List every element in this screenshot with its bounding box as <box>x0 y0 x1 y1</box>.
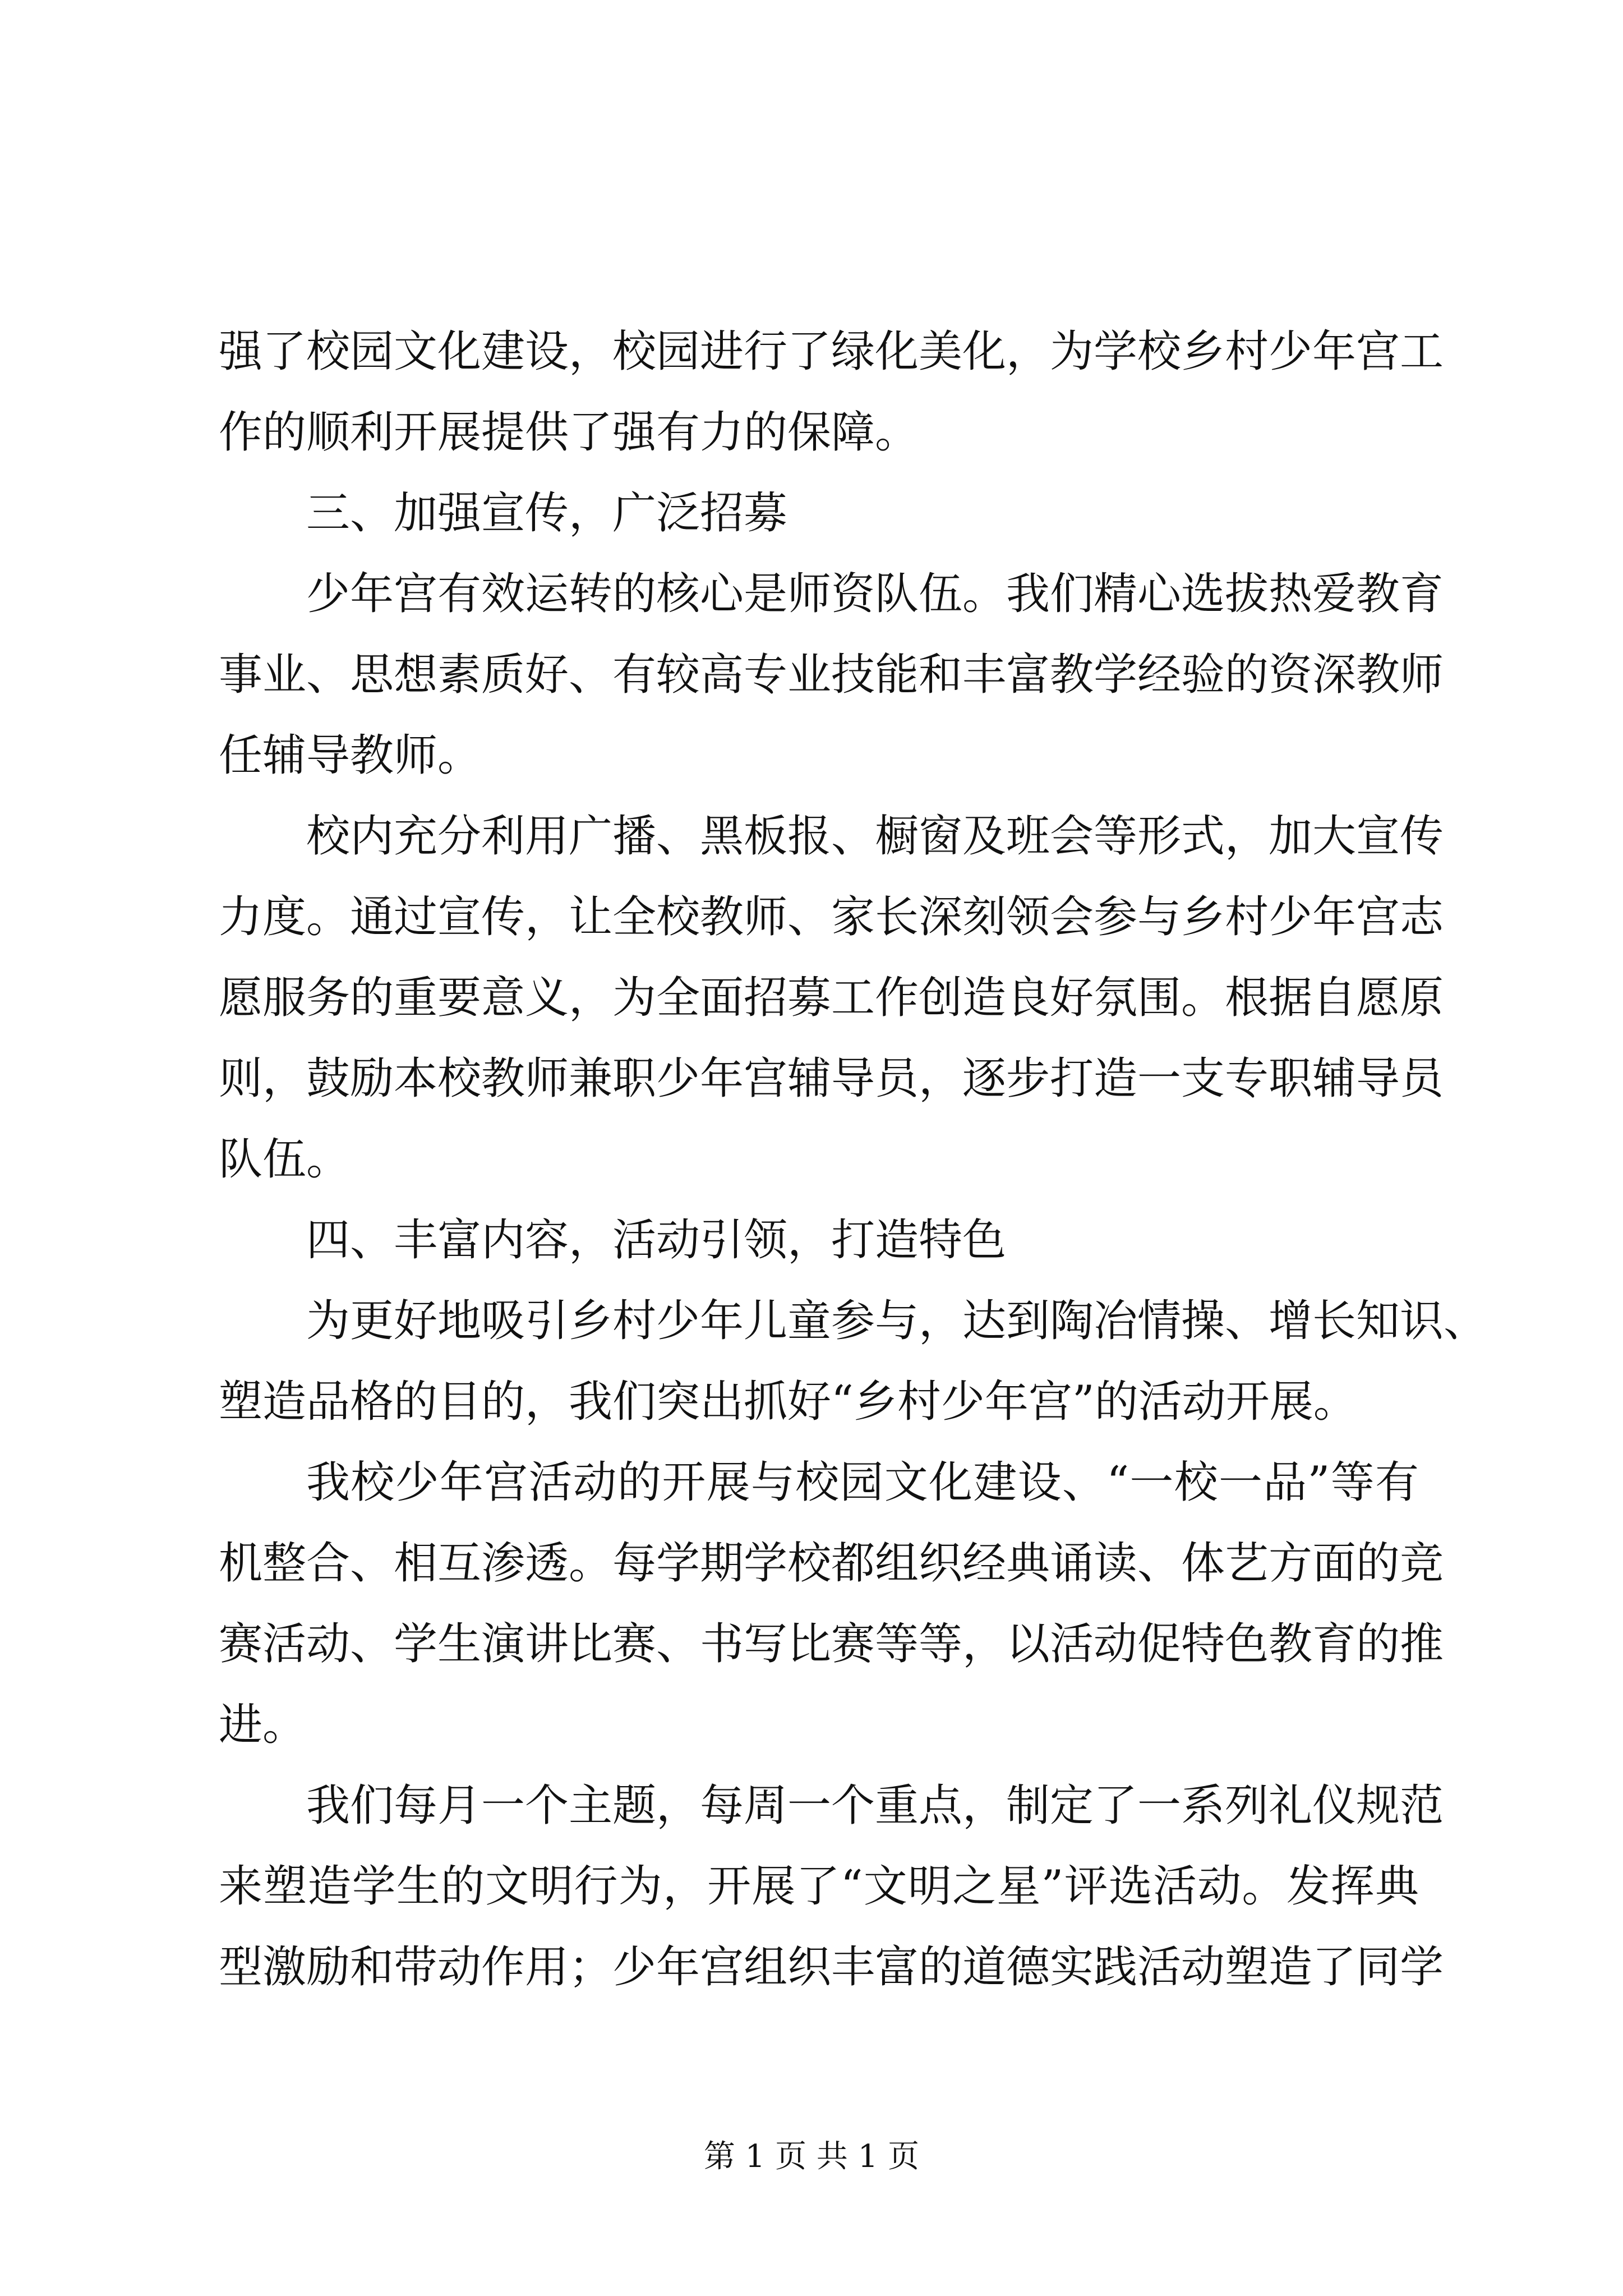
text-line: 力度。通过宣传，让全校教师、家长深刻领会参与乡村少年宫志 <box>219 892 1444 942</box>
text-line: 作的顺利开展提供了强有力的保障。 <box>219 407 919 458</box>
document-body <box>219 311 1488 2008</box>
text-line: 事业、思想素质好、有较高专业技能和丰富教学经验的资深教师 <box>219 650 1444 700</box>
text-line: 我们每月一个主题，每周一个重点，制定了一系列礼仪规范 <box>306 1780 1444 1831</box>
text-line: 型激励和带动作用；少年宫组织丰富的道德实践活动塑造了同学 <box>219 1942 1444 1993</box>
text-line: 塑造品格的目的，我们突出抓好“乡村少年宫”的活动开展。 <box>219 1377 1357 1427</box>
section-heading: 三、加强宣传，广泛招募 <box>306 488 788 539</box>
text-line: 队伍。 <box>219 1134 351 1185</box>
text-line: 我校少年宫活动的开展与校园文化建设、“一校一品”等有 <box>306 1457 1419 1508</box>
text-line: 进。 <box>219 1700 307 1750</box>
text-line: 任辅导教师。 <box>219 730 482 781</box>
text-line: 少年宫有效运转的核心是师资队伍。我们精心选拔热爱教育 <box>306 569 1444 619</box>
text-line: 强了校园文化建设，校园进行了绿化美化，为学校乡村少年宫工 <box>219 326 1444 377</box>
text-line: 为更好地吸引乡村少年儿童参与，达到陶冶情操、增长知识、 <box>306 1296 1488 1346</box>
text-line: 机整合、相互渗透。每学期学校都组织经典诵读、体艺方面的竞 <box>219 1538 1444 1589</box>
text-line: 愿服务的重要意义，为全面招募工作创造良好氛围。根据自愿原 <box>219 973 1444 1023</box>
section-heading: 四、丰富内容，活动引领，打造特色 <box>306 1215 1007 1266</box>
text-line: 则，鼓励本校教师兼职少年宫辅导员，逐步打造一支专职辅导员 <box>219 1053 1444 1104</box>
text-line: 来塑造学生的文明行为，开展了“文明之星”评选活动。发挥典 <box>219 1861 1419 1912</box>
text-line: 赛活动、学生演讲比赛、书写比赛等等，以活动促特色教育的推 <box>219 1619 1444 1669</box>
text-line: 校内充分利用广播、黑板报、橱窗及班会等形式，加大宣传 <box>306 811 1444 862</box>
page-footer: 第 1 页 共 1 页 <box>703 2138 920 2175</box>
